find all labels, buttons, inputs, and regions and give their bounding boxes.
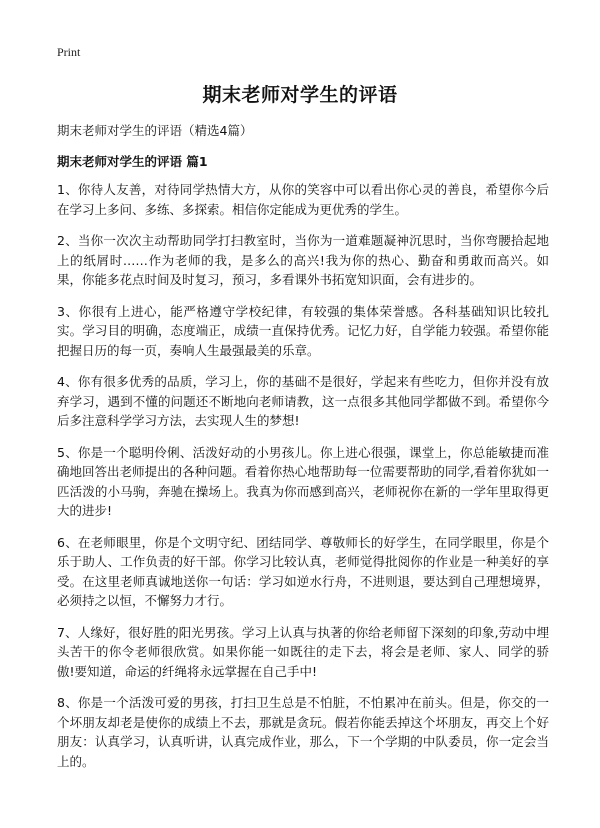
comment-paragraph-6: 6、在老师眼里，你是个文明守纪、团结同学、尊敬师长的好学生，在同学眼里，你是个乐于助人、工作负责的好干部。你学习比较认真，老师觉得批阅你的作业是一种美好的享受。在这里老师真诚地送你一句话：学习如逆水行舟，不进则退，要达到自己理想境界，必须持之以恒，不懈努力才行。: [57, 534, 549, 608]
comment-paragraph-3: 3、你很有上进心，能严格遵守学校纪律，有较强的集体荣誉感。各科基础知识比较扎实。学习目的明确，态度端正，成绩一直保持优秀。记忆力好，自学能力较强。希望你能把握日历的每一页，奏响人生最强最美的乐章。: [57, 303, 549, 358]
document-subtitle: 期末老师对学生的评语（精选4篇）: [57, 123, 253, 138]
print-link[interactable]: Print: [57, 45, 81, 59]
comment-paragraph-5: 5、你是一个聪明伶俐、活泼好动的小男孩儿。你上进心很强，课堂上，你总能敏捷而准确地回答出老师提出的各种问题。看着你热心地帮助每一位需要帮助的同学,看着你犹如一匹活泼的小马驹，奔驰在操场上。我真为你而感到高兴，老师祝你在新的一学年里取得更大的进步!: [57, 444, 549, 518]
comment-paragraph-7: 7、人缘好，很好胜的阳光男孩。学习上认真与执著的你给老师留下深刻的印象,劳动中埋头苦干的你令老师很欣赏。如果你能一如既往的走下去，将会是老师、家人、同学的骄傲!要知道，命运的纤绳将永远掌握在自己手中!: [57, 624, 549, 679]
document-title: 期末老师对学生的评语: [202, 84, 398, 106]
section-heading: 期末老师对学生的评语 篇1: [57, 154, 208, 169]
comment-paragraph-4: 4、你有很多优秀的品质，学习上，你的基础不是很好，学起来有些吃力，但你并没有放弃学习，遇到不懂的问题还不断地向老师请教，这一点很多其他同学都做不到。希望你今后多注意科学学习方法，去实现人生的梦想!: [57, 374, 549, 428]
comment-paragraph-1: 1、你待人友善，对待同学热情大方，从你的笑容中可以看出你心灵的善良，希望你今后在学习上多问、多练、多探索。相信你定能成为更优秀的学生。: [57, 182, 549, 217]
comment-paragraph-8: 8、你是一个活泼可爱的男孩，打扫卫生总是不怕脏，不怕累冲在前头。但是，你交的一个坏朋友却老是使你的成绩上不去，那就是贪玩。假若你能丢掉这个坏朋友，再交上个好朋友：认真学习，认真听讲，认真完成作业，那么，下一个学期的中队委员，你一定会当上的。: [57, 695, 549, 769]
comment-paragraph-2: 2、当你一次次主动帮助同学打扫教室时，当你为一道难题凝神沉思时，当你弯腰拾起地上的纸屑时……作为老师的我，是多么的高兴!我为你的热心、勤奋和勇敢而高兴。如果，你能多花点时间及时复习，预习，多看课外书拓宽知识面，会有进步的。: [57, 233, 549, 287]
comment-list: [57, 180, 549, 783]
